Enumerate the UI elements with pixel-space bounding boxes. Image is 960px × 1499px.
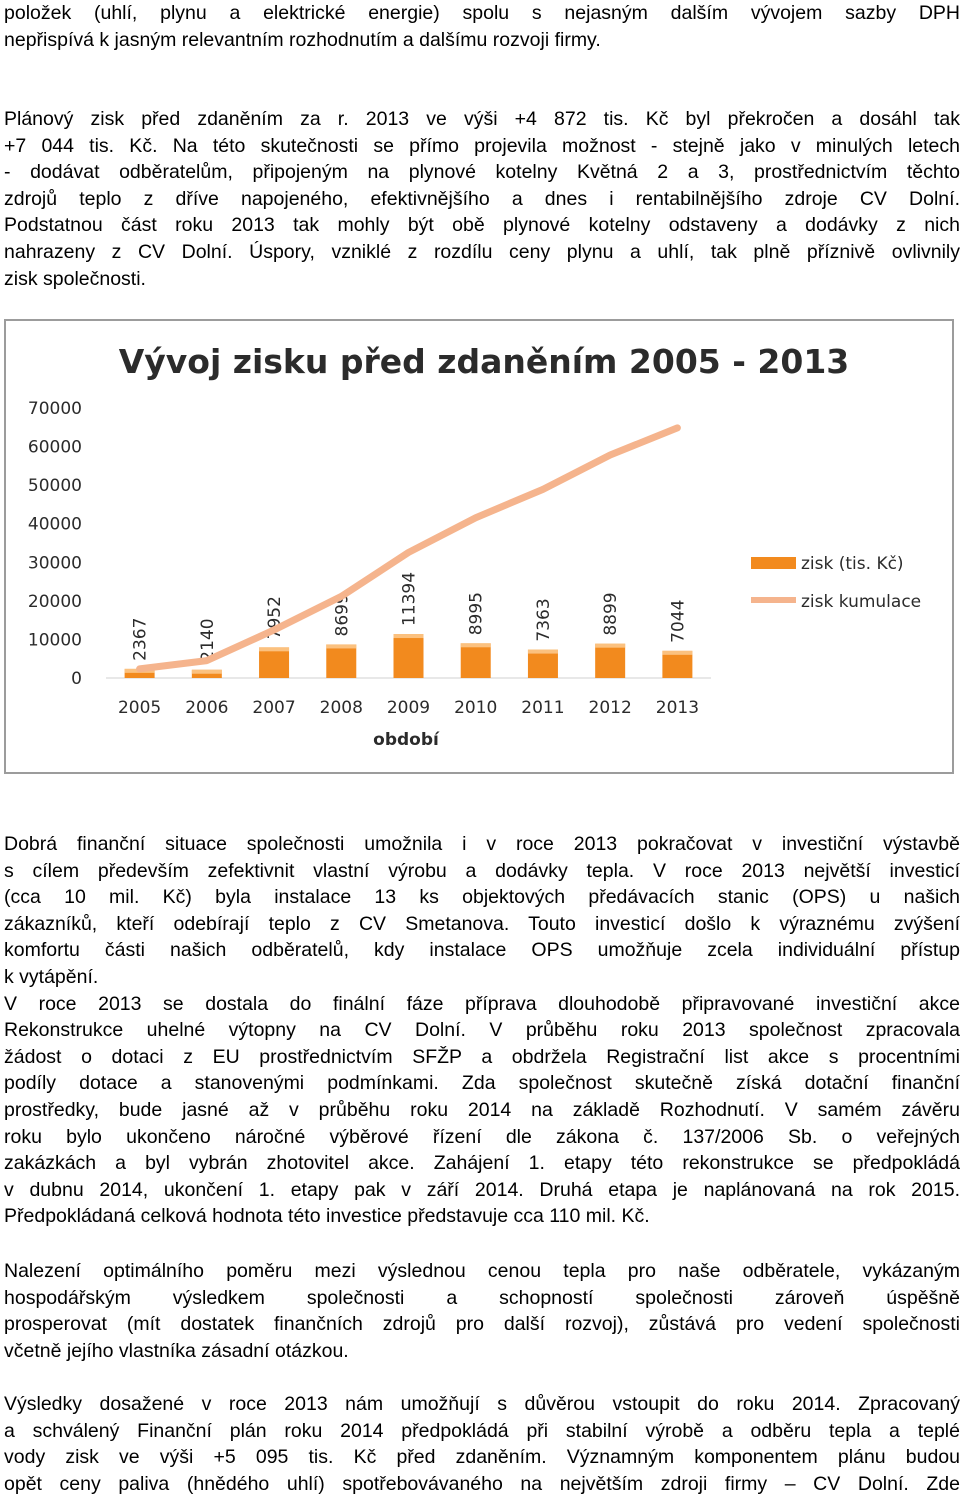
bar-group <box>394 572 424 678</box>
y-tick-label: 60000 <box>27 437 82 458</box>
text-line: žádost o dotaci z EU prostřednictvím SFŽP a obdržela Registrační list akce s procentními <box>4 1045 960 1068</box>
data-label: 8699 <box>332 593 353 637</box>
text-line: vody zisk ve výši +5 095 tis. Kč před zdaněním. Významným komponentem plánu budou <box>4 1446 960 1469</box>
text-line: Dobrá finanční situace společnosti umožnila i v roce 2013 pokračovat v investiční výstavbě <box>4 833 960 855</box>
x-tick-label: 2012 <box>588 698 632 718</box>
data-label: 8899 <box>601 592 622 636</box>
x-tick-label: 2010 <box>454 698 498 718</box>
x-tick-label: 2009 <box>386 698 431 718</box>
bar <box>326 644 356 678</box>
text-line: Nalezení optimálního poměru mezi výslednou cenou tepla pro naše odběratele, vykázaným <box>4 1260 960 1282</box>
bar-highlight <box>662 651 692 655</box>
paragraph-4 <box>4 1258 960 1364</box>
data-label: 7952 <box>265 596 286 640</box>
x-tick-label: 2011 <box>521 698 565 718</box>
text-line: zakázkách a byl vybrán zhotovitel akce. Zahájení 1. etapy této rekonstrukce se předpokládá <box>4 1152 960 1175</box>
bar <box>259 647 289 678</box>
x-axis-label: období <box>373 730 439 750</box>
legend-label: zisk (tis. Kč) <box>801 554 904 574</box>
text-line: prosperovat (mít dostatek finančních zdrojů pro další rozvoj), zůstává pro vedení společnosti <box>4 1313 960 1336</box>
text-line: (cca 10 mil. Kč) byla instalace 13 ks objektových předávacích stanic (OPS) u našich <box>4 886 960 909</box>
bar-group <box>662 600 692 678</box>
data-label: 7044 <box>668 599 689 643</box>
text-line: podíly dotace a stanovenými podmínkami. Zda společnost skutečně získá dotační finanční <box>4 1072 960 1095</box>
y-tick-label: 20000 <box>27 591 82 612</box>
bar-highlight <box>192 670 222 674</box>
text-line: zdrojů teplo z dříve napojeného, efektivnějšího a dnes i rentabilnějšího zdroje CV Dolní. <box>4 187 960 210</box>
bar-group <box>528 598 558 678</box>
text-line: - dodávat odběratelům, připojeným na plynové kotelny Květná 2 a 3, prostřednictvím těchto <box>4 161 960 184</box>
text-line: zákazníků, kteří odebírají teplo z CV Smetanova. Touto investicí došlo k výraznému zvýšení <box>4 912 960 935</box>
bar-highlight <box>528 650 558 654</box>
paragraph-2 <box>4 106 960 292</box>
chart-title: Vývoj zisku před zdaněním 2005 - 2013 <box>118 342 850 381</box>
x-tick-label: 2007 <box>252 698 296 718</box>
text-line: zisk společnosti. <box>4 267 146 290</box>
data-label: 2367 <box>130 617 151 661</box>
text-line: včetně jejího vlastníka zásadní otázkou. <box>4 1339 349 1362</box>
bar-highlight <box>259 647 289 651</box>
bar-group <box>595 592 625 678</box>
x-tick-label: 2005 <box>117 698 162 718</box>
bar <box>662 651 692 678</box>
paragraph-1 <box>4 0 960 53</box>
y-tick-label: 0 <box>71 669 82 689</box>
text-line: s cílem především zefektivnit vlastní výrobu a dodávky tepla. V roce 2013 největší investicí <box>4 859 960 882</box>
bar-highlight <box>326 644 356 648</box>
text-line: hospodářským výsledkem společnosti a schopností společnosti zároveň úspěšně <box>4 1286 960 1309</box>
bar-group <box>461 592 491 678</box>
paragraph-3 <box>4 831 960 1230</box>
data-label: 2140 <box>197 618 218 662</box>
data-label: 8995 <box>466 592 487 636</box>
data-label: 7363 <box>533 598 554 642</box>
data-label: 11394 <box>399 571 420 627</box>
y-tick-label: 40000 <box>27 514 82 535</box>
y-tick-label: 30000 <box>27 553 82 574</box>
y-tick-label: 50000 <box>27 476 82 497</box>
y-tick-label: 10000 <box>27 630 82 651</box>
legend-swatch-bar <box>751 557 796 569</box>
text-line: Podstatnou část roku 2013 tak mohly být obě plynové kotelny odstaveny a dodávky z nich <box>4 214 960 237</box>
bar-highlight <box>595 644 625 648</box>
text-line: Plánový zisk před zdaněním za r. 2013 ve výši +4 872 tis. Kč byl překročen a dosáhl tak <box>4 108 960 130</box>
text-line: položek (uhlí, plynu a elektrické energie) spolu s nejasným dalším vývojem sazby DPH <box>4 2 960 24</box>
text-line: nahrazeny z CV Dolní. Úspory, vzniklé z rozdílu ceny plynu a uhlí, tak plně příznivě ovlivnily <box>4 240 960 263</box>
bar-highlight <box>461 643 491 647</box>
text-line: opět ceny paliva (hnědého uhlí) spotřebovávaného na největším zdroji firmy – CV Dolní. Zde <box>4 1472 960 1495</box>
bar <box>528 650 558 678</box>
y-tick-label: 70000 <box>27 399 82 419</box>
text-line: nepřispívá k jasným relevantním rozhodnutím a dalšímu rozvoji firmy. <box>4 28 601 51</box>
x-tick-label: 2013 <box>655 698 700 718</box>
text-line: a schválený Finanční plán roku 2014 předpokládá při stabilní výrobě a odběru tepla a teplé <box>4 1419 960 1442</box>
profit-chart <box>4 319 954 774</box>
text-line: roku bylo ukončeno náročné výběrové řízení dle zákona č. 137/2006 Sb. o veřejných <box>4 1125 960 1148</box>
bar <box>595 644 625 678</box>
bar-group <box>326 593 356 678</box>
legend-label: zisk kumulace <box>801 592 922 612</box>
text-line: V roce 2013 se dostala do finální fáze příprava dlouhodobě připravované investiční akce <box>4 992 960 1015</box>
text-line: komfortu části našich odběratelů, kdy instalace OPS umožňuje zcela individuální přístup <box>4 939 960 962</box>
text-line: Předpokládaná celková hodnota této investice představuje cca 110 mil. Kč. <box>4 1205 650 1228</box>
text-line: +7 044 tis. Kč. Na této skutečnosti se přímo projevila možnost - stejně jako v minulých letech <box>4 134 960 157</box>
bar <box>461 643 491 678</box>
x-tick-label: 2006 <box>185 698 229 718</box>
bar-highlight <box>394 634 424 638</box>
paragraph-5 <box>4 1391 960 1497</box>
text-line: Výsledky dosažené v roce 2013 nám umožňují s důvěrou vstoupit do roku 2014. Zpracovaný <box>4 1393 960 1415</box>
bar-group <box>192 618 222 678</box>
bar <box>394 634 424 678</box>
text-line: k vytápění. <box>4 965 99 988</box>
cumulative-line <box>140 428 678 669</box>
text-line: v dubnu 2014, ukončení 1. etapy pak v září 2014. Druhá etapa je naplánovaná na rok 2015. <box>4 1178 960 1201</box>
x-tick-label: 2008 <box>319 698 363 718</box>
text-line: Rekonstrukce uhelné výtopny na CV Dolní. V průběhu roku 2013 společnost zpracovala <box>4 1019 960 1042</box>
text-line: prostředky, bude jasné až v průběhu roku 2014 na základě Rozhodnutí. V samém závěru <box>4 1098 960 1121</box>
chart-canvas <box>6 321 952 772</box>
